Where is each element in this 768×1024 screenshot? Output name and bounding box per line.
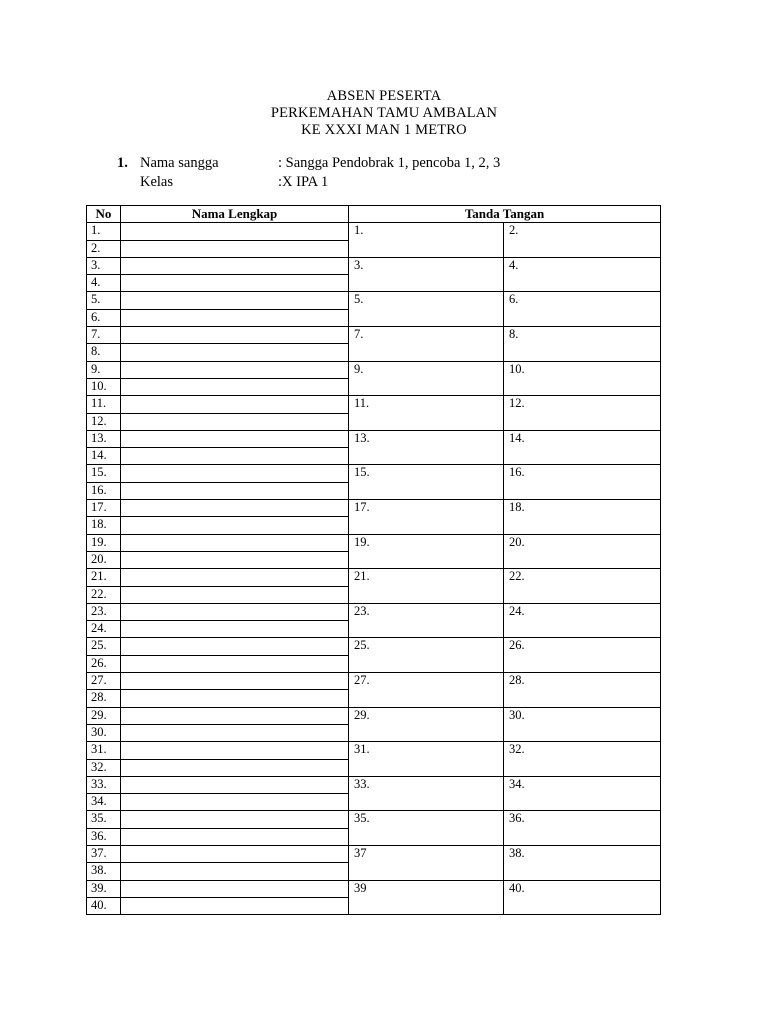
name-cell[interactable] — [121, 517, 349, 534]
signature-cell[interactable]: 35. — [349, 811, 504, 846]
row-number: 35. — [87, 811, 121, 828]
header-tanda-tangan: Tanda Tangan — [349, 206, 661, 223]
row-number: 13. — [87, 430, 121, 447]
row-number: 5. — [87, 292, 121, 309]
row-number: 28. — [87, 690, 121, 707]
signature-cell[interactable]: 31. — [349, 742, 504, 777]
name-cell[interactable] — [121, 344, 349, 361]
row-number: 2. — [87, 240, 121, 257]
signature-cell[interactable]: 10. — [504, 361, 661, 396]
signature-cell[interactable]: 21. — [349, 569, 504, 604]
title-line-1: ABSEN PESERTA — [326, 88, 442, 104]
row-number: 9. — [87, 361, 121, 378]
name-cell[interactable] — [121, 897, 349, 914]
table-row — [87, 638, 661, 655]
name-cell[interactable] — [121, 621, 349, 638]
row-number: 1. — [87, 223, 121, 240]
name-cell[interactable] — [121, 292, 349, 309]
signature-cell[interactable]: 23. — [349, 603, 504, 638]
table-row — [87, 603, 661, 620]
row-number: 24. — [87, 621, 121, 638]
signature-cell[interactable]: 29. — [349, 707, 504, 742]
name-cell[interactable] — [121, 413, 349, 430]
row-number: 26. — [87, 655, 121, 672]
row-number: 31. — [87, 742, 121, 759]
row-number: 16. — [87, 482, 121, 499]
name-cell[interactable] — [121, 361, 349, 378]
signature-cell[interactable]: 6. — [504, 292, 661, 327]
signature-cell[interactable]: 30. — [504, 707, 661, 742]
signature-cell[interactable]: 20. — [504, 534, 661, 569]
name-cell[interactable] — [121, 586, 349, 603]
signature-cell[interactable]: 32. — [504, 742, 661, 777]
sangga-value: : Sangga Pendobrak 1, pencoba 1, 2, 3 — [278, 155, 501, 171]
signature-cell[interactable]: 18. — [504, 500, 661, 535]
table-row — [87, 776, 661, 793]
table-row — [87, 845, 661, 862]
table-row — [87, 673, 661, 690]
table-row — [87, 569, 661, 586]
row-number: 33. — [87, 776, 121, 793]
table-row — [87, 811, 661, 828]
name-cell[interactable] — [121, 534, 349, 551]
row-number: 30. — [87, 724, 121, 741]
row-number: 7. — [87, 327, 121, 344]
row-number: 10. — [87, 378, 121, 395]
sangga-label: Nama sangga — [140, 155, 219, 171]
name-cell[interactable] — [121, 396, 349, 413]
title-line-3: KE XXXI MAN 1 METRO — [301, 122, 467, 138]
name-cell[interactable] — [121, 638, 349, 655]
row-number: 38. — [87, 863, 121, 880]
name-cell[interactable] — [121, 828, 349, 845]
signature-cell[interactable]: 13. — [349, 430, 504, 465]
name-cell[interactable] — [121, 240, 349, 257]
signature-cell[interactable]: 27. — [349, 673, 504, 708]
row-number: 23. — [87, 603, 121, 620]
signature-cell[interactable]: 1. — [349, 223, 504, 258]
name-cell[interactable] — [121, 482, 349, 499]
name-cell[interactable] — [121, 845, 349, 862]
row-number: 34. — [87, 794, 121, 811]
item-number: 1. — [117, 155, 128, 171]
row-number: 12. — [87, 413, 121, 430]
table-row — [87, 257, 661, 274]
table-row — [87, 500, 661, 517]
signature-cell[interactable]: 5. — [349, 292, 504, 327]
row-number: 36. — [87, 828, 121, 845]
name-cell[interactable] — [121, 223, 349, 240]
table-row — [87, 430, 661, 447]
signature-cell[interactable]: 7. — [349, 327, 504, 362]
signature-cell[interactable]: 38. — [504, 845, 661, 880]
name-cell[interactable] — [121, 465, 349, 482]
name-cell[interactable] — [121, 603, 349, 620]
table-row — [87, 742, 661, 759]
signature-cell[interactable]: 2. — [504, 223, 661, 258]
signature-cell[interactable]: 37 — [349, 845, 504, 880]
signature-cell[interactable]: 16. — [504, 465, 661, 500]
row-number: 25. — [87, 638, 121, 655]
row-number: 11. — [87, 396, 121, 413]
name-cell[interactable] — [121, 794, 349, 811]
signature-cell[interactable]: 26. — [504, 638, 661, 673]
row-number: 39. — [87, 880, 121, 897]
name-cell[interactable] — [121, 880, 349, 897]
row-number: 15. — [87, 465, 121, 482]
signature-cell[interactable]: 15. — [349, 465, 504, 500]
row-number: 18. — [87, 517, 121, 534]
name-cell[interactable] — [121, 811, 349, 828]
table-body — [87, 223, 661, 915]
name-cell[interactable] — [121, 448, 349, 465]
name-cell[interactable] — [121, 776, 349, 793]
signature-cell[interactable]: 39 — [349, 880, 504, 915]
title-line-2: PERKEMAHAN TAMU AMBALAN — [270, 105, 498, 121]
signature-cell[interactable]: 22. — [504, 569, 661, 604]
signature-cell[interactable]: 19. — [349, 534, 504, 569]
signature-cell[interactable]: 40. — [504, 880, 661, 915]
name-cell[interactable] — [121, 655, 349, 672]
name-cell[interactable] — [121, 257, 349, 274]
signature-cell[interactable]: 34. — [504, 776, 661, 811]
row-number: 37. — [87, 845, 121, 862]
row-number: 17. — [87, 500, 121, 517]
table-row — [87, 292, 661, 309]
name-cell[interactable] — [121, 707, 349, 724]
table-row — [87, 396, 661, 413]
name-cell[interactable] — [121, 275, 349, 292]
row-number: 20. — [87, 551, 121, 568]
table-row — [87, 361, 661, 378]
table-row — [87, 534, 661, 551]
row-number: 3. — [87, 257, 121, 274]
kelas-label: Kelas — [140, 174, 174, 190]
name-cell[interactable] — [121, 742, 349, 759]
row-number: 32. — [87, 759, 121, 776]
name-cell[interactable] — [121, 378, 349, 395]
table-header-row — [87, 206, 661, 223]
name-cell[interactable] — [121, 863, 349, 880]
signature-cell[interactable]: 36. — [504, 811, 661, 846]
name-cell[interactable] — [121, 500, 349, 517]
signature-cell[interactable]: 4. — [504, 257, 661, 292]
row-number: 6. — [87, 309, 121, 326]
name-cell[interactable] — [121, 327, 349, 344]
signature-cell[interactable]: 17. — [349, 500, 504, 535]
name-cell[interactable] — [121, 430, 349, 447]
row-number: 27. — [87, 673, 121, 690]
row-number: 29. — [87, 707, 121, 724]
table-row — [87, 880, 661, 897]
signature-cell[interactable]: 11. — [349, 396, 504, 431]
table-row — [87, 223, 661, 240]
row-number: 40. — [87, 897, 121, 914]
header-no: No — [87, 206, 121, 223]
kelas-value: :X IPA 1 — [278, 174, 329, 190]
row-number: 14. — [87, 448, 121, 465]
row-number: 8. — [87, 344, 121, 361]
header-nama-lengkap: Nama Lengkap — [121, 206, 349, 223]
document-title — [0, 88, 768, 139]
signature-cell[interactable]: 24. — [504, 603, 661, 638]
signature-cell[interactable]: 9. — [349, 361, 504, 396]
row-number: 4. — [87, 275, 121, 292]
name-cell[interactable] — [121, 759, 349, 776]
signature-cell[interactable]: 12. — [504, 396, 661, 431]
signature-cell[interactable]: 14. — [504, 430, 661, 465]
row-number: 21. — [87, 569, 121, 586]
table-row — [87, 707, 661, 724]
attendance-table — [86, 205, 661, 915]
name-cell[interactable] — [121, 673, 349, 690]
row-number: 19. — [87, 534, 121, 551]
signature-cell[interactable]: 28. — [504, 673, 661, 708]
name-cell[interactable] — [121, 690, 349, 707]
signature-cell[interactable]: 25. — [349, 638, 504, 673]
name-cell[interactable] — [121, 551, 349, 568]
name-cell[interactable] — [121, 724, 349, 741]
signature-cell[interactable]: 8. — [504, 327, 661, 362]
table-row — [87, 327, 661, 344]
row-number: 22. — [87, 586, 121, 603]
signature-cell[interactable]: 3. — [349, 257, 504, 292]
name-cell[interactable] — [121, 309, 349, 326]
name-cell[interactable] — [121, 569, 349, 586]
table-row — [87, 465, 661, 482]
signature-cell[interactable]: 33. — [349, 776, 504, 811]
